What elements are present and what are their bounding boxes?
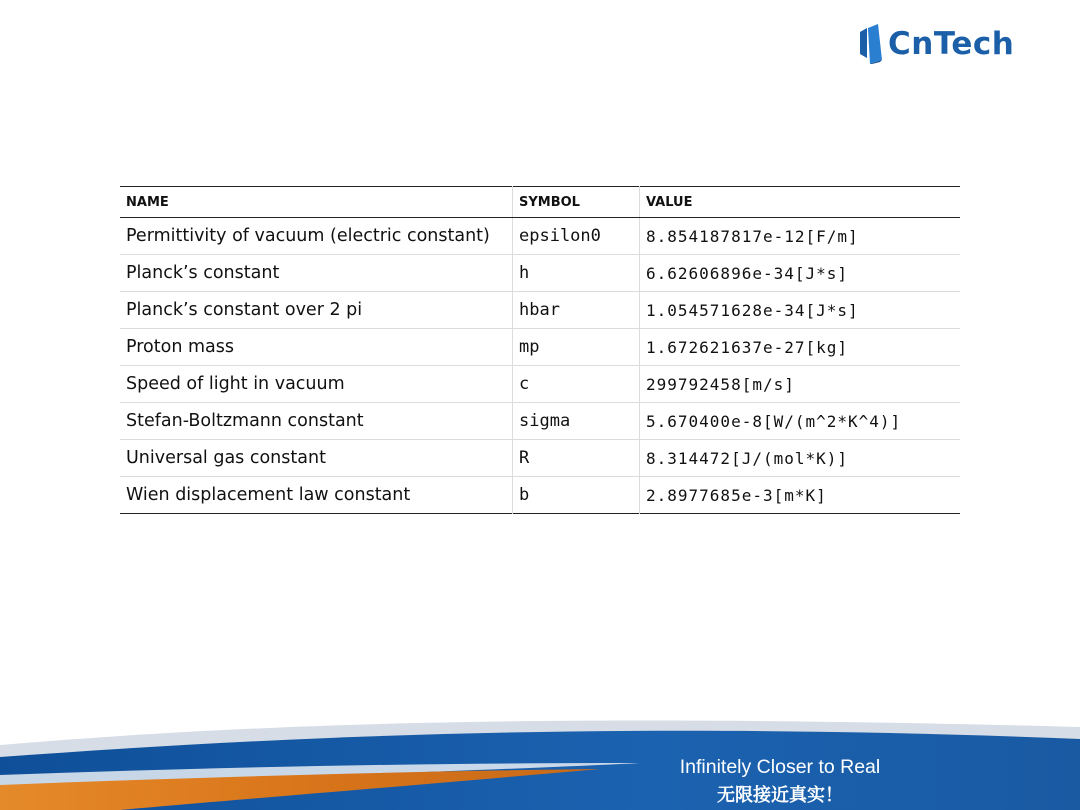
cell-value: 1.054571628e-34[J*s] [640, 292, 961, 329]
brand-logo [858, 24, 1014, 64]
logo-text-cn: Cn [888, 26, 934, 62]
table-header-row [120, 187, 960, 218]
cell-name: Stefan-Boltzmann constant [120, 403, 513, 440]
table-row [120, 403, 960, 440]
cell-value: 1.672621637e-27[kg] [640, 329, 961, 366]
cntech-logo-icon [858, 24, 884, 64]
table-row [120, 218, 960, 255]
cell-symbol: mp [513, 329, 640, 366]
cell-name: Speed of light in vacuum [120, 366, 513, 403]
cell-symbol: hbar [513, 292, 640, 329]
table-row [120, 366, 960, 403]
header-name: NAME [120, 187, 513, 218]
cell-value: 299792458[m/s] [640, 366, 961, 403]
cell-name: Planck’s constant [120, 255, 513, 292]
cell-symbol: sigma [513, 403, 640, 440]
table-row [120, 477, 960, 514]
cell-name: Permittivity of vacuum (electric constant) [120, 218, 513, 255]
cell-symbol: h [513, 255, 640, 292]
cell-symbol: c [513, 366, 640, 403]
cell-symbol: b [513, 477, 640, 514]
cell-value: 8.854187817e-12[F/m] [640, 218, 961, 255]
cell-value: 6.62606896e-34[J*s] [640, 255, 961, 292]
logo-text-tech: Tech [933, 26, 1015, 62]
cell-name: Wien displacement law constant [126, 485, 411, 505]
header-value: VALUE [640, 187, 961, 218]
cell-name: Proton mass [120, 329, 513, 366]
logo-text [888, 24, 1014, 64]
tagline-chinese: 无限接近真实！ [717, 785, 843, 806]
cell-name: Universal gas constant [120, 440, 513, 477]
cell-value: 5.670400e-8[W/(m^2*K^4)] [640, 403, 961, 440]
cell-symbol: epsilon0 [513, 218, 640, 255]
table-row [120, 440, 960, 477]
table-row [120, 255, 960, 292]
constants-table [120, 186, 960, 514]
header-symbol: SYMBOL [513, 187, 640, 218]
table-row [120, 292, 960, 329]
cell-value: 8.314472[J/(mol*K)] [640, 440, 961, 477]
cell-symbol: R [513, 440, 640, 477]
cell-name: Planck’s constant over 2 pi [120, 292, 513, 329]
table-row [120, 329, 960, 366]
cell-value: 2.8977685e-3[m*K] [640, 477, 961, 514]
tagline-english: Infinitely Closer to Real [679, 756, 881, 778]
